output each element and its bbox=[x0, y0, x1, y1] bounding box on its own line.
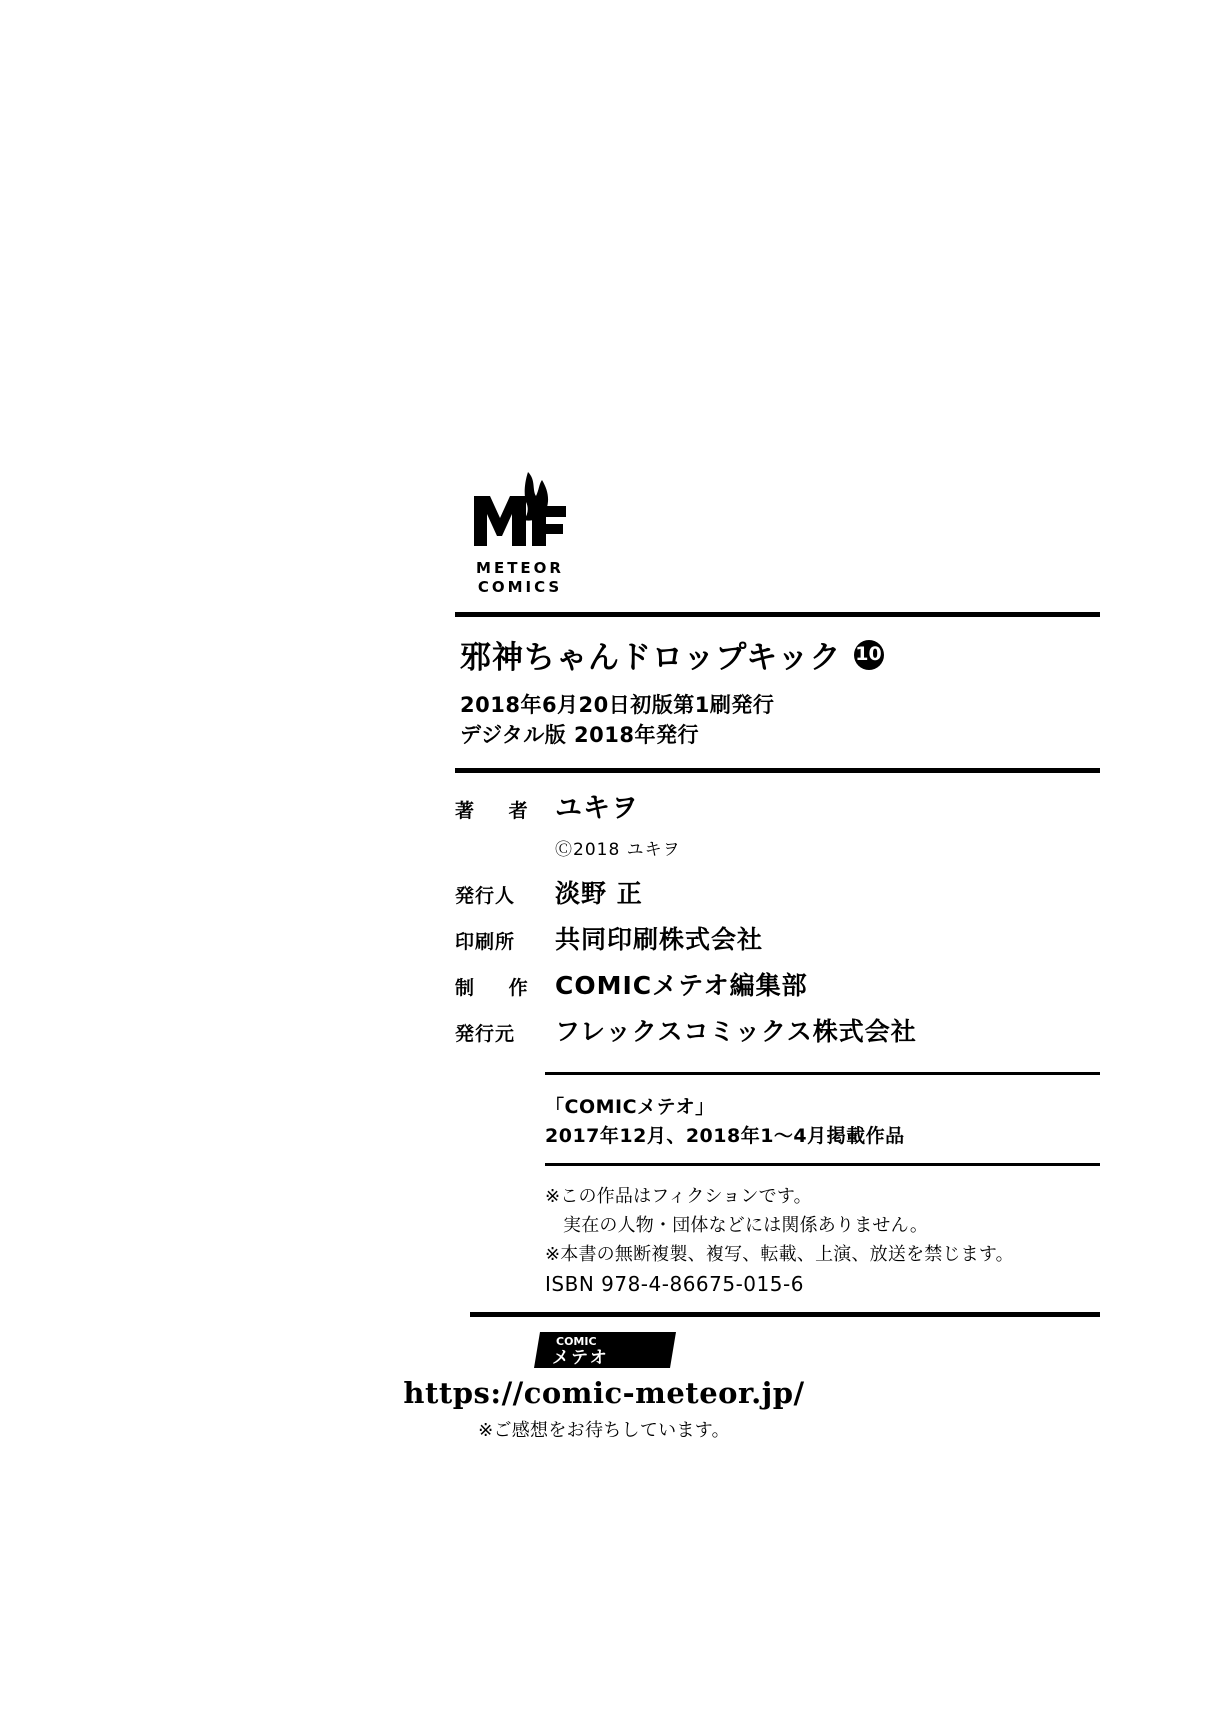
credit-label: 発行元 bbox=[455, 1023, 516, 1045]
magazine-issues: 2017年12月、2018年1〜4月掲載作品 bbox=[545, 1125, 905, 1148]
credit-row bbox=[455, 920, 1095, 956]
isbn: ISBN 978-4-86675-015-6 bbox=[545, 1272, 804, 1296]
copyright-line: Ⓒ2018 ユキヲ bbox=[555, 840, 681, 860]
credit-row bbox=[455, 874, 1095, 910]
credit-row bbox=[455, 1012, 1095, 1048]
legal-notices bbox=[545, 1183, 1014, 1269]
footer-note: ※ご感想をお待ちしています。 bbox=[478, 1420, 730, 1441]
credit-value: 淡野 正 bbox=[555, 879, 643, 908]
credit-row bbox=[455, 786, 1095, 825]
volume-badge: 10 bbox=[854, 640, 884, 670]
credit-label: 発行人 bbox=[455, 885, 516, 907]
divider-magazine bbox=[545, 1072, 1100, 1075]
credit-label: 印刷所 bbox=[455, 931, 516, 953]
notice-copyright: ※本書の無断複製、複写、転載、上演、放送を禁じます。 bbox=[545, 1243, 1014, 1265]
publisher-logo bbox=[460, 470, 580, 597]
credit-value: 共同印刷株式会社 bbox=[555, 925, 764, 954]
credits-table bbox=[455, 786, 1095, 1058]
credit-value: ユキヲ bbox=[555, 793, 639, 824]
website-url[interactable]: https://comic-meteor.jp/ bbox=[403, 1376, 805, 1410]
notice-fiction-detail: 実在の人物・団体などには関係ありません。 bbox=[563, 1214, 929, 1236]
svg-text:メテオ: メテオ bbox=[552, 1348, 609, 1368]
divider-top bbox=[455, 612, 1100, 617]
divider-bottom bbox=[470, 1312, 1100, 1317]
mf-flame-icon bbox=[466, 470, 574, 558]
credit-label: 制 作 bbox=[455, 977, 542, 999]
publisher-logo-line2: COMICS bbox=[477, 578, 563, 597]
credit-row bbox=[455, 966, 1095, 1002]
book-title-row bbox=[460, 632, 1160, 677]
notice-fiction: ※この作品はフィクションです。 bbox=[545, 1186, 812, 1207]
credit-value: COMICメテオ編集部 bbox=[555, 971, 808, 1000]
magazine-name: 「COMICメテオ」 bbox=[545, 1096, 715, 1118]
svg-text:COMIC: COMIC bbox=[556, 1335, 597, 1348]
credit-value: フレックスコミックス株式会社 bbox=[555, 1017, 917, 1046]
publication-dates bbox=[460, 690, 774, 751]
publisher-logo-line1: METEOR bbox=[476, 559, 564, 577]
credit-label: 著 者 bbox=[455, 800, 542, 822]
book-title: 邪神ちゃんドロップキック bbox=[460, 640, 842, 676]
divider-dates bbox=[455, 768, 1100, 773]
print-date: 2018年6月20日初版第1刷発行 bbox=[460, 693, 775, 717]
comic-meteor-logo-icon bbox=[530, 1330, 678, 1370]
magazine-credit bbox=[545, 1093, 905, 1152]
divider-notices bbox=[545, 1163, 1100, 1166]
digital-date: デジタル版 2018年発行 bbox=[460, 723, 699, 748]
footer bbox=[0, 1330, 1208, 1442]
